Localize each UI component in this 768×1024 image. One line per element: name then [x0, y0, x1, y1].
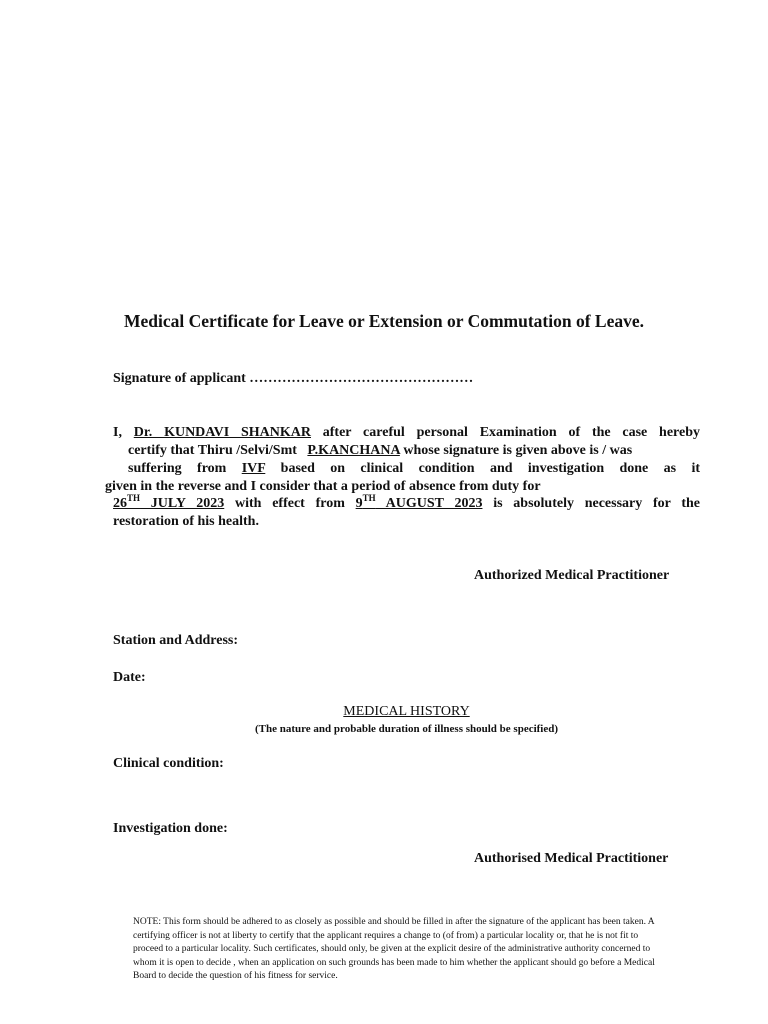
body-text: suffering from	[128, 461, 227, 476]
illness-name: IVF	[241, 461, 266, 476]
body-text: I,	[113, 425, 122, 440]
certificate-body-line-2	[128, 443, 632, 459]
body-text: with effect from	[235, 496, 345, 511]
leave-from-date: 26TH JULY 2023	[113, 493, 225, 511]
signature-label: Signature of applicant	[113, 371, 246, 386]
body-text: based on clinical condition and investigation done as it	[280, 461, 701, 476]
clinical-condition-label: Clinical condition:	[113, 756, 224, 771]
patient-name: P.KANCHANA	[307, 443, 400, 458]
certificate-title: Medical Certificate for Leave or Extension or Commutation of Leave.	[123, 311, 645, 331]
footer-note: NOTE: This form should be adhered to as closely as possible and should be filled in after the signature of the applicant has been taken. A certifying officer is not at liberty to certify that the applicant requires a change to (of from) a particular locality or, that he is not fit to proceed to a particular locality. Such certificates, should only, be given at the explicit desire of the administrative authority concerned to whom it is open to decide , when an application on such grounds has been made to him whether the applicant should go before a Medical Board to decide the question of his fitness for service.	[133, 917, 655, 982]
signature-dotted-line: …………………………………………	[249, 371, 474, 386]
station-address-label: Station and Address:	[113, 633, 239, 648]
doctor-name: Dr. KUNDAVI SHANKAR	[133, 425, 311, 440]
effect-from-date: 9TH AUGUST 2023	[355, 493, 483, 511]
certificate-body-line-1	[113, 425, 700, 441]
certificate-body-line-3	[128, 461, 700, 477]
certificate-body-line-4: given in the reverse and I consider that a period of absence from duty for	[105, 479, 541, 494]
certificate-body-line-5	[113, 493, 701, 512]
investigation-done-label: Investigation done:	[113, 821, 228, 836]
authorised-practitioner-label: Authorised Medical Practitioner	[474, 851, 669, 866]
body-text: certify that Thiru /Selvi/Smt	[128, 443, 297, 458]
body-text: whose signature is given above is / was	[403, 443, 633, 458]
date-label: Date:	[113, 670, 146, 685]
authorized-practitioner-label: Authorized Medical Practitioner	[474, 568, 670, 583]
certificate-body-line-6: restoration of his health.	[113, 514, 259, 529]
medical-history-note: (The nature and probable duration of illness should be specified)	[254, 723, 559, 735]
signature-of-applicant	[113, 371, 473, 387]
body-text: is absolutely necessary for the	[493, 496, 701, 511]
body-text: after careful personal Examination of the case hereby	[322, 425, 701, 440]
medical-history-heading: MEDICAL HISTORY	[343, 704, 470, 719]
